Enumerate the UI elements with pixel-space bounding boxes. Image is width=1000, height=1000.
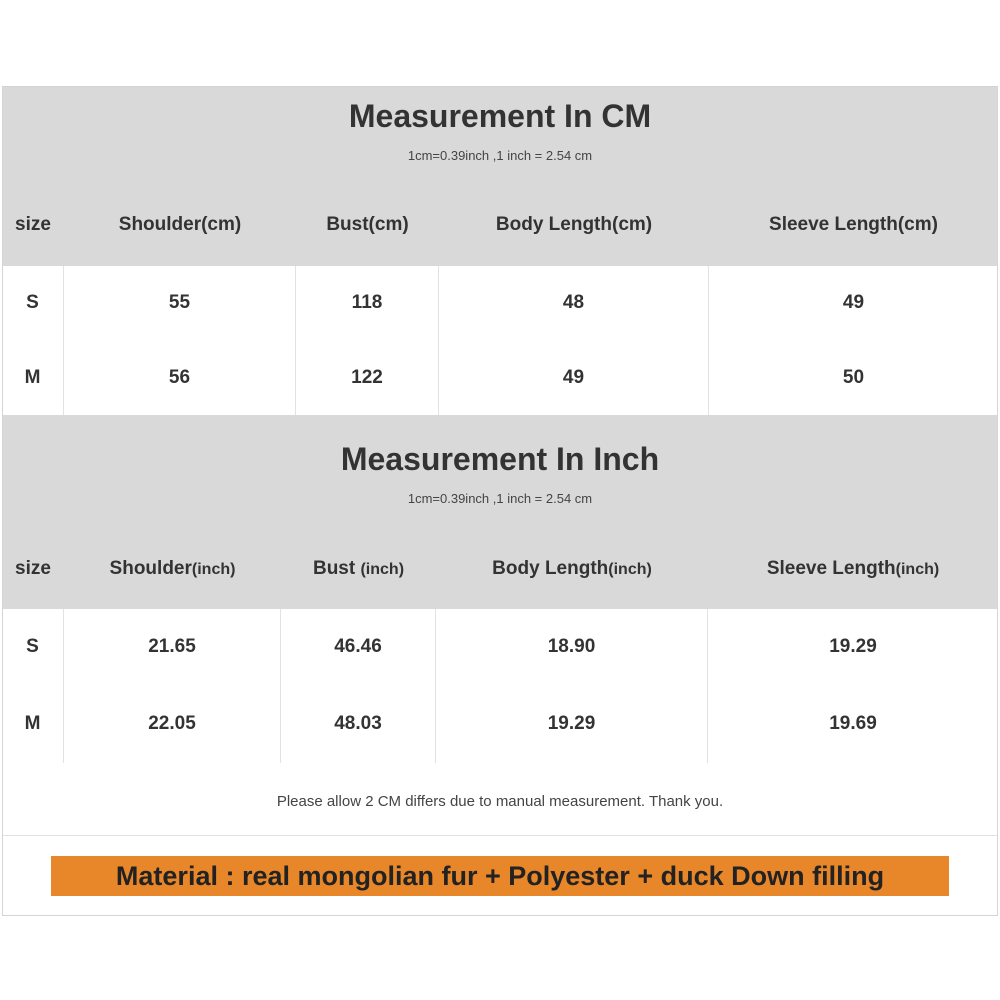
cm-header-shoulder: Shoulder(cm)	[118, 214, 242, 235]
inch-header-body-length-unit: (inch)	[608, 561, 652, 578]
inch-header-body-length-label: Body Length	[492, 558, 609, 579]
inch-header-bust	[281, 558, 436, 580]
cm-cell-shoulder: 55	[64, 266, 296, 340]
inch-header-block	[2, 415, 998, 609]
inch-cell-bust: 46.46	[281, 609, 436, 685]
cm-cell-size: S	[2, 266, 64, 340]
cm-cell-sleeve-length: 50	[842, 366, 865, 388]
cm-header-size: size	[15, 214, 51, 235]
inch-cell-sleeve-length: 19.29	[829, 636, 877, 657]
material-banner: Material : real mongolian fur + Polyester + duck Down filling	[51, 856, 949, 896]
cm-header-sleeve-length: Sleeve Length(cm)	[769, 214, 938, 235]
inch-header-sleeve-length	[708, 558, 998, 580]
inch-row-m	[2, 685, 998, 764]
inch-cell-size: S	[2, 609, 64, 685]
inch-row-s	[2, 609, 998, 686]
inch-cell-body-length: 19.29	[436, 685, 708, 763]
inch-header-sleeve-length-label: Sleeve Length	[766, 558, 896, 579]
cm-row-m	[2, 340, 998, 415]
cm-cell-shoulder: 56	[64, 340, 296, 415]
size-chart	[2, 86, 998, 916]
inch-cell-shoulder: 22.05	[64, 685, 281, 763]
inch-header-shoulder-unit: (inch)	[191, 561, 236, 578]
inch-cell-size: M	[2, 685, 64, 763]
cm-cell-size: M	[2, 340, 64, 415]
cm-row-s	[2, 266, 998, 341]
cm-header-bust: Bust(cm)	[326, 214, 409, 235]
inch-cell-sleeve-length: 19.69	[829, 713, 877, 734]
inch-title: Measurement In Inch	[340, 441, 660, 477]
cm-header-body-length: Body Length(cm)	[495, 214, 653, 235]
cm-cell-bust: 122	[296, 340, 439, 415]
cm-cell-sleeve-length: 49	[842, 292, 865, 313]
inch-header-bust-label: Bust	[312, 558, 361, 579]
cm-header-block	[2, 86, 998, 266]
inch-header-bust-unit: (inch)	[360, 561, 405, 578]
measurement-note: Please allow 2 CM differs due to manual measurement. Thank you.	[276, 793, 724, 810]
cm-conversion-note: 1cm=0.39inch ,1 inch = 2.54 cm	[407, 148, 593, 163]
inch-header-shoulder	[64, 558, 281, 580]
inch-cell-bust: 48.03	[281, 685, 436, 763]
cm-cell-body-length: 48	[439, 266, 709, 340]
inch-cell-body-length: 18.90	[436, 609, 708, 685]
note-row	[2, 763, 998, 836]
inch-header-sleeve-length-unit: (inch)	[895, 561, 940, 578]
inch-header-size	[2, 558, 64, 580]
cm-cell-body-length: 49	[439, 340, 709, 415]
inch-cell-shoulder: 21.65	[64, 609, 281, 685]
inch-header-shoulder-label: Shoulder	[109, 558, 192, 579]
inch-header-body-length	[436, 558, 708, 580]
inch-conversion-note: 1cm=0.39inch ,1 inch = 2.54 cm	[407, 491, 593, 506]
inch-header-size-label: size	[15, 558, 51, 579]
cm-cell-bust: 118	[296, 266, 439, 340]
cm-title: Measurement In CM	[348, 98, 652, 134]
